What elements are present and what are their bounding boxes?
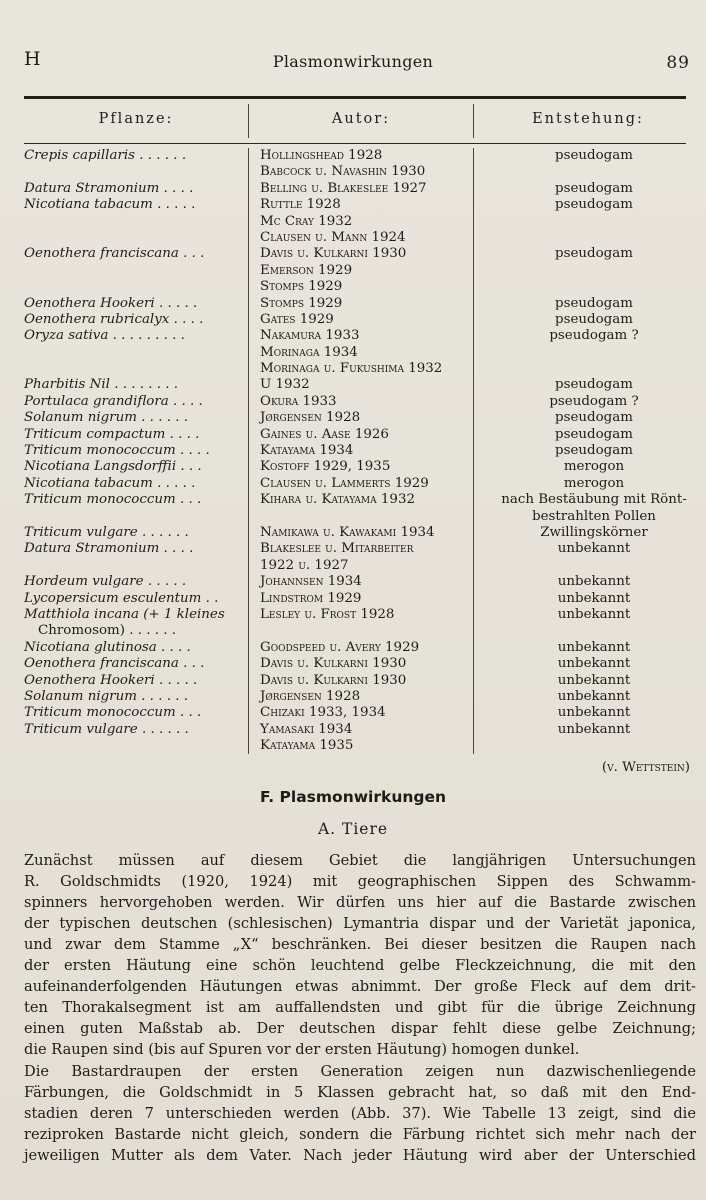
plant-name-line: Triticum vulgare . . . . . . — [24, 524, 189, 540]
author-citation-line: Davis u. Kulkarni 1930 — [260, 672, 407, 688]
plant-name — [24, 148, 248, 181]
plant-name-line: Datura Stramonium . . . . — [24, 541, 194, 557]
header-divider — [248, 104, 249, 138]
origin-type — [486, 328, 702, 377]
author-citation-line: Blakeslee u. Mitarbeiter — [260, 541, 414, 557]
origin-type — [486, 246, 702, 295]
table-row — [24, 705, 702, 721]
plant-name-line: Chromosom) . . . . . . — [38, 623, 177, 639]
origin-type-line: Zwillingskörner — [540, 524, 648, 540]
column-header-entstehung: Entstehung: — [532, 111, 644, 127]
origin-type-line: unbekannt — [557, 721, 631, 737]
plant-name — [24, 394, 248, 410]
author-citation — [248, 197, 486, 246]
table-row — [24, 377, 702, 393]
plant-name — [24, 525, 248, 541]
origin-type — [486, 705, 702, 721]
origin-type-line: pseudogam — [555, 295, 633, 311]
origin-type-line: unbekannt — [557, 656, 631, 672]
origin-type-line: pseudogam — [555, 148, 633, 163]
origin-type — [486, 197, 702, 246]
table-row — [24, 427, 702, 443]
origin-type-line: pseudogam ? — [549, 328, 639, 344]
paragraph-line: Zunächst müssen auf diesem Gebiet die langjährigen Untersuchungen — [24, 852, 696, 869]
origin-type-line: pseudogam — [555, 426, 633, 442]
author-citation-line: Gates 1929 — [260, 311, 334, 327]
author-citation-line: Johannsen 1934 — [260, 574, 362, 590]
origin-type — [486, 410, 702, 426]
plant-name — [24, 410, 248, 426]
plant-name-line: Oenothera Hookeri . . . . . — [24, 295, 198, 311]
plant-name-line: Triticum monococcum . . . — [24, 492, 202, 508]
author-citation — [248, 541, 486, 574]
plant-name-line: Triticum monococcum . . . — [24, 705, 202, 721]
plant-name-line: Portulaca grandiflora . . . . — [24, 393, 203, 409]
author-citation — [248, 673, 486, 689]
table-row — [24, 541, 702, 574]
author-citation — [248, 492, 486, 525]
subsection-title: A. Tiere — [317, 820, 389, 838]
origin-type — [486, 296, 702, 312]
plant-name-line: Triticum compactum . . . . — [24, 426, 200, 442]
paragraph-line: der ersten Häutung eine schön leuchtend gelbe Fleckzeichnung, die mit den — [24, 957, 696, 974]
table-row — [24, 689, 702, 705]
author-citation-line: Chizaki 1933, 1934 — [260, 705, 386, 721]
species-table — [24, 148, 702, 754]
origin-type — [486, 656, 702, 672]
table-row — [24, 591, 702, 607]
plant-name — [24, 427, 248, 443]
author-citation-line: Morinaga 1934 — [260, 344, 358, 360]
origin-type — [486, 377, 702, 393]
table-row — [24, 673, 702, 689]
body-paragraph-1 — [24, 850, 696, 1060]
plant-name — [24, 246, 248, 295]
origin-type — [486, 459, 702, 475]
plant-name — [24, 607, 248, 640]
author-citation — [248, 148, 486, 181]
author-citation — [248, 574, 486, 590]
column-header-autor: Autor: — [331, 111, 391, 127]
origin-type — [486, 181, 702, 197]
author-citation-line: U 1932 — [260, 377, 310, 393]
table-row — [24, 328, 702, 377]
author-citation — [248, 459, 486, 475]
table-row — [24, 394, 702, 410]
origin-type-line: bestrahlten Pollen — [532, 508, 656, 524]
origin-type-line: unbekannt — [557, 574, 631, 590]
author-citation — [248, 591, 486, 607]
origin-type-line: pseudogam — [555, 180, 633, 196]
paragraph-line: aufeinanderfolgenden Häutungen etwas abnimmt. Der große Fleck auf dem drit- — [24, 978, 696, 995]
author-citation-line: Kihara u. Katayama 1932 — [260, 492, 415, 508]
author-citation-line: Hollingshead 1928 — [260, 148, 383, 163]
origin-type-line: pseudogam — [555, 311, 633, 327]
plant-name-line: Nicotiana tabacum . . . . . — [24, 197, 196, 213]
author-citation-line: Ruttle 1928 — [260, 197, 341, 213]
running-head-letter: H — [24, 48, 41, 70]
origin-type-line: pseudogam — [555, 443, 633, 459]
plant-name-line: Crepis capillaris . . . . . . — [24, 148, 187, 163]
origin-type — [486, 591, 702, 607]
plant-name-line: Oenothera franciscana . . . — [24, 656, 205, 672]
plant-name — [24, 689, 248, 705]
plant-name-line: Nicotiana tabacum . . . . . — [24, 475, 196, 491]
author-citation — [248, 525, 486, 541]
author-citation-line: Lesley u. Frost 1928 — [260, 606, 395, 622]
plant-name-line: Oenothera rubricalyx . . . . — [24, 311, 204, 327]
author-citation-line: Okura 1933 — [260, 393, 337, 409]
paragraph-line: einen guten Maßstab ab. Der deutschen dispar fehlt diese gelbe Zeichnung; — [24, 1020, 696, 1037]
author-citation-line: Belling u. Blakeslee 1927 — [260, 180, 427, 196]
table-row — [24, 640, 702, 656]
author-citation-line: Stomps 1929 — [260, 295, 343, 311]
paragraph-line: jeweiligen Mutter als dem Vater. Nach jeder Häutung wird aber der Unterschied — [24, 1147, 696, 1164]
origin-type — [486, 689, 702, 705]
origin-type-line: pseudogam ? — [549, 393, 639, 409]
author-citation-line: Davis u. Kulkarni 1930 — [260, 656, 407, 672]
origin-type — [486, 148, 702, 181]
plant-name — [24, 476, 248, 492]
plant-name — [24, 312, 248, 328]
origin-type — [486, 673, 702, 689]
body-paragraph-2 — [24, 1061, 696, 1166]
plant-name — [24, 591, 248, 607]
table-row — [24, 722, 702, 755]
paragraph-line: die Raupen sind (bis auf Spuren vor der ersten Häutung) homogen dunkel. — [24, 1041, 580, 1058]
origin-type — [486, 640, 702, 656]
author-citation-line: Clausen u. Mann 1924 — [260, 229, 406, 245]
author-citation-line: 1922 u. 1927 — [260, 557, 349, 573]
column-header-pflanze: Pflanze: — [98, 111, 174, 127]
table-top-rule — [24, 96, 686, 99]
author-citation-line: Stomps 1929 — [260, 279, 343, 295]
paragraph-line: ten Thorakalsegment ist am auffallendsten und gibt für die übrige Zeichnung — [24, 999, 696, 1016]
author-citation-line: Lindstrom 1929 — [260, 590, 362, 606]
origin-type — [486, 443, 702, 459]
plant-name-line: Nicotiana glutinosa . . . . — [24, 639, 191, 655]
plant-name — [24, 459, 248, 475]
plant-name — [24, 541, 248, 574]
author-citation-line: Jørgensen 1928 — [260, 688, 361, 704]
table-row — [24, 296, 702, 312]
author-citation — [248, 181, 486, 197]
plant-name-line: Solanum nigrum . . . . . . — [24, 688, 188, 704]
plant-name — [24, 443, 248, 459]
origin-type — [486, 476, 702, 492]
author-citation — [248, 656, 486, 672]
paragraph-line: Die Bastardraupen der ersten Generation zeigen nun dazwischenliegende — [24, 1063, 696, 1080]
author-citation-line: Katayama 1934 — [260, 443, 354, 459]
table-row — [24, 607, 702, 640]
running-head-title: Plasmonwirkungen — [272, 52, 434, 71]
author-citation — [248, 689, 486, 705]
plant-name-line: Pharbitis Nil . . . . . . . . — [24, 377, 179, 393]
plant-name-line: Nicotiana Langsdorffii . . . — [24, 459, 202, 475]
plant-name-line: Hordeum vulgare . . . . . — [24, 574, 187, 590]
section-title: F. Plasmonwirkungen — [259, 788, 447, 806]
author-citation-line: Gaines u. Aase 1926 — [260, 426, 389, 442]
table-row — [24, 476, 702, 492]
plant-name-line: Oenothera franciscana . . . — [24, 246, 205, 262]
plant-name-line: Triticum monococcum . . . . — [24, 443, 210, 459]
plant-name — [24, 722, 248, 755]
table-row — [24, 197, 702, 246]
origin-type-line: unbekannt — [557, 688, 631, 704]
plant-name — [24, 328, 248, 377]
table-row — [24, 459, 702, 475]
origin-type — [486, 541, 702, 574]
origin-type — [486, 427, 702, 443]
origin-type-line: unbekannt — [557, 606, 631, 622]
author-citation — [248, 722, 486, 755]
plant-name-line: Triticum vulgare . . . . . . — [24, 721, 189, 737]
plant-name — [24, 656, 248, 672]
author-citation-line: Emerson 1929 — [260, 262, 353, 278]
paragraph-line: Färbungen, die Goldschmidt in 5 Klassen gebracht hat, so daß mit den End- — [24, 1084, 696, 1101]
origin-type-line: unbekannt — [557, 541, 631, 557]
author-citation — [248, 640, 486, 656]
author-citation-line: Mc Cray 1932 — [260, 213, 353, 229]
author-citation-line: Katayama 1935 — [260, 738, 354, 754]
origin-type-line: unbekannt — [557, 639, 631, 655]
paragraph-line: reziproken Bastarde nicht gleich, sondern die Färbung richtet sich mehr nach der — [24, 1126, 696, 1143]
origin-type-line: pseudogam — [555, 197, 633, 213]
origin-type — [486, 607, 702, 640]
paragraph-line: und zwar dem Stamme „X“ beschränken. Bei dieser besitzen die Raupen nach — [24, 936, 696, 953]
plant-name — [24, 197, 248, 246]
author-citation-line: Namikawa u. Kawakami 1934 — [260, 524, 435, 540]
origin-type-line: unbekannt — [557, 590, 631, 606]
author-citation-line: Davis u. Kulkarni 1930 — [260, 246, 407, 262]
paragraph-line: stadien deren 7 unterschieden werden (Abb. 37). Wie Tabelle 13 zeigt, sind die — [24, 1105, 696, 1122]
origin-type — [486, 525, 702, 541]
author-citation-line: Babcock u. Navashin 1930 — [260, 164, 426, 180]
author-citation — [248, 328, 486, 377]
origin-type — [486, 394, 702, 410]
origin-type — [486, 492, 702, 525]
table-row — [24, 246, 702, 295]
paragraph-line: R. Goldschmidts (1920, 1924) mit geographischen Sippen des Schwamm- — [24, 873, 696, 890]
author-citation — [248, 312, 486, 328]
plant-name — [24, 296, 248, 312]
table-row — [24, 410, 702, 426]
author-citation — [248, 476, 486, 492]
table-attribution: (v. Wettstein) — [601, 760, 690, 775]
plant-name — [24, 492, 248, 525]
plant-name-line: Datura Stramonium . . . . — [24, 180, 194, 196]
author-citation-line: Morinaga u. Fukushima 1932 — [260, 361, 443, 377]
author-citation — [248, 427, 486, 443]
plant-name-line: Oenothera Hookeri . . . . . — [24, 672, 198, 688]
table-row — [24, 148, 702, 181]
author-citation — [248, 607, 486, 640]
table-header-rule — [24, 143, 686, 144]
origin-type-line: pseudogam — [555, 377, 633, 393]
plant-name-line: Oryza sativa . . . . . . . . . — [24, 328, 185, 344]
author-citation-line: Jørgensen 1928 — [260, 410, 361, 426]
page-number: 89 — [666, 53, 690, 73]
author-citation-line: Nakamura 1933 — [260, 328, 360, 344]
paragraph-line: spinners hervorgehoben werden. Wir dürfen uns hier auf die Bastarde zwischen — [24, 894, 696, 911]
author-citation — [248, 246, 486, 295]
plant-name — [24, 640, 248, 656]
origin-type-line: pseudogam — [555, 410, 633, 426]
author-citation — [248, 410, 486, 426]
plant-name-line: Solanum nigrum . . . . . . — [24, 410, 188, 426]
origin-type-line: unbekannt — [557, 672, 631, 688]
origin-type-line: merogon — [563, 475, 625, 491]
origin-type — [486, 574, 702, 590]
table-row — [24, 181, 702, 197]
author-citation-line: Yamasaki 1934 — [260, 721, 353, 737]
header-divider — [473, 104, 474, 138]
plant-name-line: Lycopersicum esculentum . . — [24, 590, 219, 606]
table-row — [24, 443, 702, 459]
paragraph-line: der typischen deutschen (schlesischen) Lymantria dispar und der Varietät japonica, — [24, 915, 696, 932]
author-citation — [248, 443, 486, 459]
origin-type-line: nach Bestäubung mit Rönt- — [501, 492, 687, 508]
table-row — [24, 312, 702, 328]
table-row — [24, 656, 702, 672]
origin-type-line: pseudogam — [555, 246, 633, 262]
author-citation — [248, 377, 486, 393]
table-row — [24, 574, 702, 590]
table-row — [24, 492, 702, 525]
author-citation-line: Clausen u. Lammerts 1929 — [260, 475, 429, 491]
author-citation — [248, 296, 486, 312]
author-citation — [248, 705, 486, 721]
origin-type-line: merogon — [563, 459, 625, 475]
plant-name-line: Matthiola incana (+ 1 kleines — [24, 606, 225, 622]
author-citation-line: Kostoff 1929, 1935 — [260, 459, 391, 475]
plant-name — [24, 673, 248, 689]
origin-type — [486, 312, 702, 328]
plant-name — [24, 574, 248, 590]
plant-name — [24, 181, 248, 197]
table-row — [24, 525, 702, 541]
origin-type — [486, 722, 702, 755]
origin-type-line: unbekannt — [557, 705, 631, 721]
author-citation — [248, 394, 486, 410]
plant-name — [24, 377, 248, 393]
plant-name — [24, 705, 248, 721]
author-citation-line: Goodspeed u. Avery 1929 — [260, 639, 420, 655]
